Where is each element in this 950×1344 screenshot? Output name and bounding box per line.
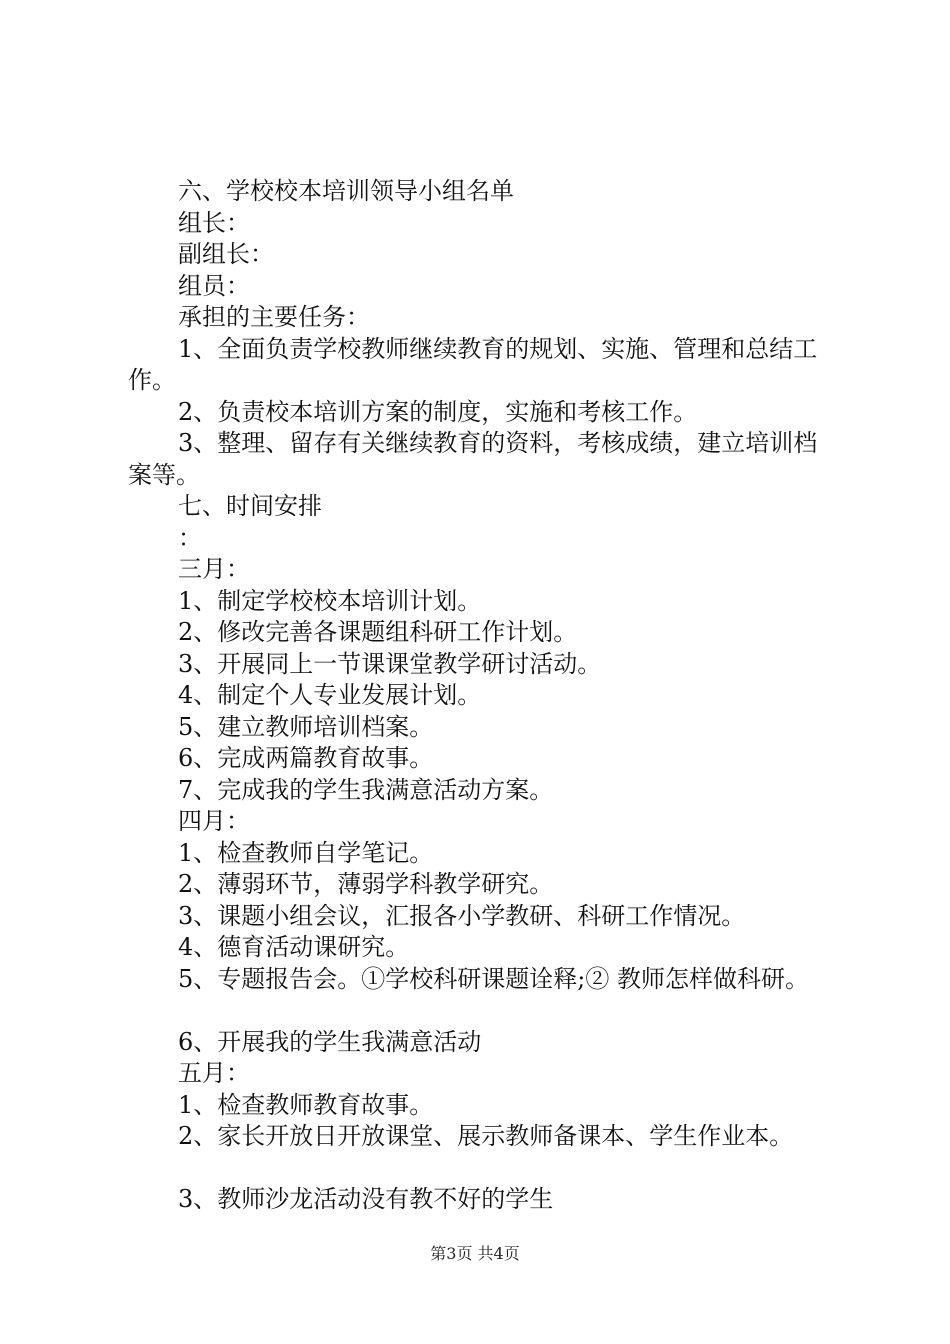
body-paragraph: 1、全面负责学校教师继续教育的规划、实施、管理和总结工作。	[128, 334, 818, 394]
list-item: 3、课题小组会议，汇报各小学教研、科研工作情况。	[178, 901, 746, 930]
list-item: 4、制定个人专业发展计划。	[178, 681, 482, 709]
blank-line	[128, 995, 848, 1027]
list-item: 3、开展同上一节课课堂教学研讨活动。	[178, 649, 602, 678]
list-item: 1、制定学校校本培训计划。	[178, 586, 482, 615]
blank-line	[128, 1153, 848, 1185]
body-paragraph: 3、整理、留存有关继续教育的资料，考核成绩，建立培训档案等。	[128, 429, 818, 489]
body-line: 副组长：	[178, 240, 274, 268]
body-line: 组长：	[178, 208, 250, 237]
list-item: 6、开展我的学生我满意活动	[178, 1027, 482, 1056]
list-item: 7、完成我的学生我满意活动方案。	[178, 775, 554, 804]
body-line: 2、负责校本培训方案的制度，实施和考核工作。	[178, 397, 698, 426]
list-item: 5、专题报告会。①学校科研课题诠释;② 教师怎样做科研。	[178, 964, 809, 993]
list-item: 1、检查教师教育故事。	[178, 1090, 434, 1119]
body-line: ：	[178, 523, 202, 552]
body-line: 承担的主要任务：	[178, 303, 370, 331]
list-item: 3、教师沙龙活动没有教不好的学生	[178, 1185, 554, 1213]
section-heading: 七、时间安排	[178, 492, 322, 520]
list-item: 2、薄弱环节，薄弱学科教学研究。	[178, 870, 554, 898]
month-heading: 四月：	[178, 807, 250, 835]
month-heading: 三月：	[178, 555, 250, 583]
list-item: 5、建立教师培训档案。	[178, 712, 434, 741]
list-item: 1、检查教师自学笔记。	[178, 838, 434, 867]
month-heading: 五月：	[178, 1059, 250, 1087]
list-item: 6、完成两篇教育故事。	[178, 744, 434, 772]
list-item: 2、修改完善各课题组科研工作计划。	[178, 618, 578, 646]
page-footer: 第3页 共4页	[430, 1244, 520, 1263]
body-line: 组员：	[178, 271, 250, 300]
list-item: 2、家长开放日开放课堂、展示教师备课本、学生作业本。	[178, 1122, 794, 1150]
list-item: 4、德育活动课研究。	[178, 933, 410, 961]
section-heading: 六、学校校本培训领导小组名单	[178, 177, 514, 205]
document-body	[128, 176, 848, 1216]
